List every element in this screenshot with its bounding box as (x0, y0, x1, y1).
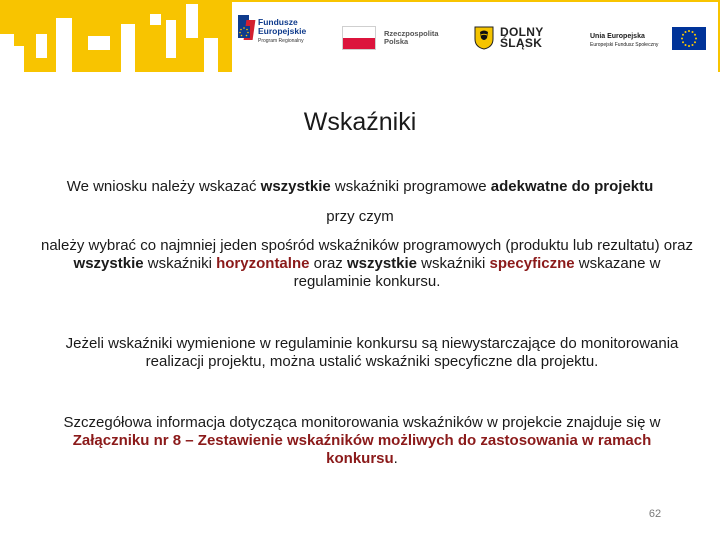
text-segment: wskaźniki programowe (330, 178, 491, 195)
paragraph-przy-czym: przy czym (326, 208, 394, 225)
ue-logo-text (590, 32, 658, 50)
decor-block (0, 34, 14, 72)
polish-flag-icon (342, 26, 376, 50)
paragraph-insufficient-indicators: Jeżeli wskaźniki wymienione w regulaminie konkursu są niewystarczające do monitorowania realizacji projektu, można ustalić wskaźniki specyficzne dla projektu. (65, 335, 679, 370)
decor-block (150, 14, 161, 25)
text-segment: wskaźniki (417, 255, 490, 272)
ue-line1: Unia Europejska (590, 33, 645, 40)
text-segment: należy wybrać co najmniej jeden spośród wskaźników programowych (produktu lub rezultatu) oraz (41, 237, 693, 254)
decor-block (204, 38, 218, 72)
emphasis-all: wszystkie (346, 255, 418, 272)
decor-block (186, 4, 198, 38)
text-segment: wskaźniki (143, 255, 217, 272)
decor-block (121, 24, 135, 72)
fundusze-line1: Fundusze (258, 17, 298, 27)
decor-block (56, 18, 72, 72)
fundusze-line2: Europejskie (258, 26, 307, 36)
decor-block (36, 34, 47, 58)
text-segment: We wniosku należy wskazać (66, 178, 261, 195)
eu-flag-icon (672, 27, 706, 50)
logo-strip (232, 2, 718, 72)
decor-block (166, 20, 176, 58)
annex-8-reference: Załączniku nr 8 – Zestawienie wskaźników możliwych do zastosowania w ramach konkursu (72, 432, 652, 467)
emphasis-horizontal: horyzontalne (216, 255, 310, 272)
text-segment: oraz (309, 255, 347, 272)
slide-title: Wskaźniki (303, 108, 417, 136)
fundusze-logo-text (258, 18, 306, 46)
fundusze-line3: Program Regionalny (258, 38, 304, 44)
text-segment: Szczegółowa informacja dotycząca monitorowania wskaźników w projekcie znajduje się w (63, 414, 661, 431)
dolny-slask-line1: DOLNY (500, 25, 544, 39)
dolny-slask-crest-icon (474, 26, 494, 50)
polska-line1: Rzeczpospolita (384, 29, 439, 38)
text-segment: wskazane w regulaminie konkursu. (293, 255, 661, 290)
dolny-slask-line2: ŚLĄSK (500, 36, 543, 50)
decor-block (14, 46, 24, 72)
decor-block (88, 36, 110, 50)
emphasis-all: wszystkie (260, 178, 331, 195)
emphasis-adequate: adekwatne do projektu (490, 178, 654, 195)
text-segment: . (393, 450, 398, 467)
emphasis-specific: specyficzne (489, 255, 575, 272)
header-band (0, 0, 720, 72)
paragraph-detailed-information (36, 414, 688, 468)
ue-line2: Europejski Fundusz Społeczny (590, 42, 659, 48)
dolny-slask-logo-text (500, 27, 544, 49)
fundusze-europejskie-logo (232, 2, 332, 72)
emphasis-all: wszystkie (73, 255, 144, 272)
eu-stars-icon (238, 26, 250, 38)
polska-line2: Polska (384, 37, 409, 46)
paragraph-indicators-required (30, 178, 690, 196)
slide-number: 62 (648, 508, 662, 520)
polska-logo-text (384, 30, 439, 46)
paragraph-choose-indicators (40, 237, 694, 291)
